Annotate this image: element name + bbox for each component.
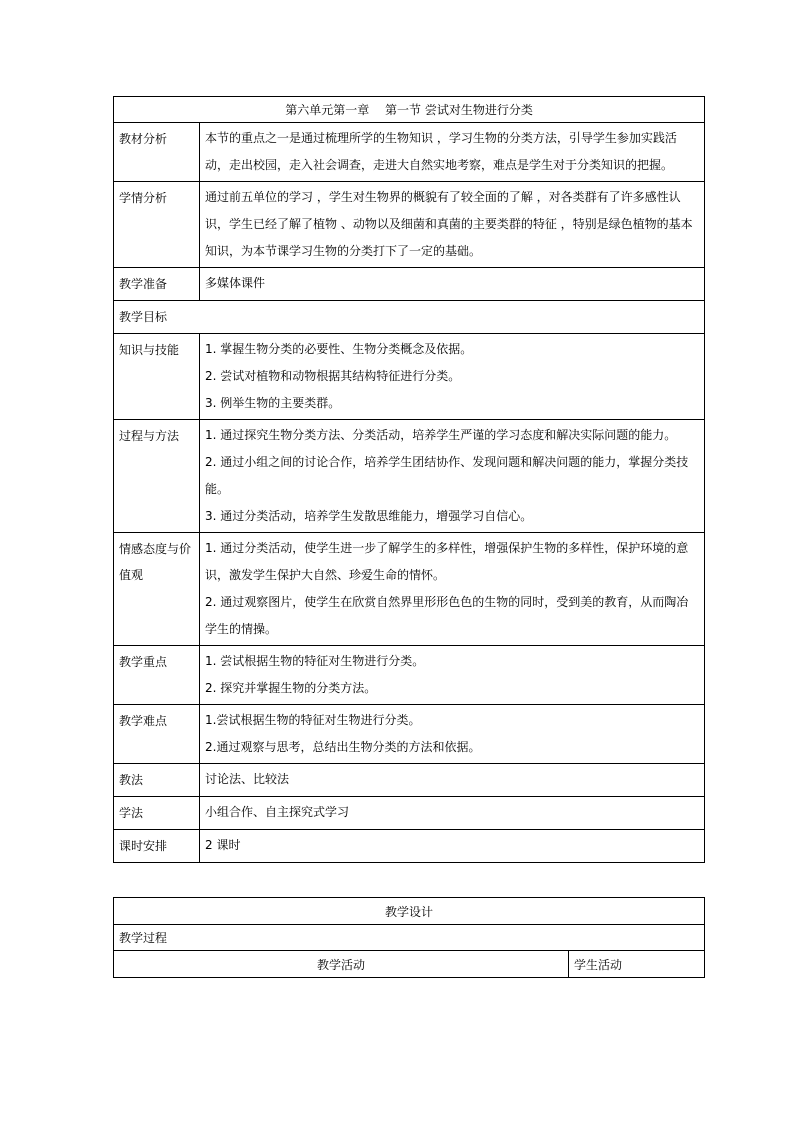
table-row (114, 797, 705, 830)
table-row (114, 334, 705, 420)
row-content (200, 420, 705, 533)
content-line: 2.通过观察与思考，总结出生物分类的方法和依据。 (205, 740, 481, 754)
row-label: 知识与技能 (114, 334, 200, 420)
row-content (200, 182, 705, 268)
row-content (200, 268, 705, 301)
row-content (200, 830, 705, 863)
row-label: 课时安排 (114, 830, 200, 863)
lesson-plan-table (113, 96, 705, 863)
content-line: 2. 通过小组之间的讨论合作，培养学生团结协作、发现问题和解决问题的能力，掌握分类技能。 (205, 455, 689, 496)
table-title-row (114, 97, 705, 123)
row-content (200, 123, 705, 182)
content-line: 3. 通过分类活动，培养学生发散思维能力，增强学习自信心。 (205, 509, 533, 523)
row-content (200, 334, 705, 420)
row-label: 过程与方法 (114, 420, 200, 533)
design-title-row (114, 898, 705, 925)
content-line: 2. 尝试对植物和动物根据其结构特征进行分类。 (205, 369, 461, 383)
row-content (200, 797, 705, 830)
table-row (114, 182, 705, 268)
table-row (114, 830, 705, 863)
row-content (200, 533, 705, 646)
lesson-title: 第六单元第一章 第一节 尝试对生物进行分类 (114, 97, 705, 123)
content-line: 1. 掌握生物分类的必要性、生物分类概念及依据。 (205, 342, 473, 356)
table-row (114, 533, 705, 646)
goals-header: 教学目标 (114, 301, 705, 334)
row-label: 教法 (114, 764, 200, 797)
goals-header-row (114, 301, 705, 334)
row-content (200, 705, 705, 764)
content-line: 1. 通过探究生物分类方法、分类活动，培养学生严谨的学习态度和解决实际问题的能力。 (205, 428, 677, 442)
row-label: 情感态度与价值观 (114, 533, 200, 646)
row-label: 教学重点 (114, 646, 200, 705)
design-title: 教学设计 (114, 898, 705, 925)
content-line: 通过前五单位的学习 ，学生对生物界的概貌有了较全面的了解 ，对各类群有了许多感性认识，学生已经了解了植物 、动物以及细菌和真菌的主要类群的特征 ，特别是绿色植物的基本知识，为本节课学习生物的分类打下了一定的基础。 (205, 190, 693, 258)
table-row (114, 123, 705, 182)
content-line: 讨论法、比较法 (205, 772, 290, 786)
table-row (114, 705, 705, 764)
process-label: 教学过程 (114, 925, 705, 951)
row-label: 教学难点 (114, 705, 200, 764)
table-row (114, 268, 705, 301)
content-line: 1.尝试根据生物的特征对生物进行分类。 (205, 713, 421, 727)
student-activity-header: 学生活动 (569, 951, 705, 978)
row-label: 学法 (114, 797, 200, 830)
row-label: 学情分析 (114, 182, 200, 268)
row-label: 教材分析 (114, 123, 200, 182)
content-line: 3. 例举生物的主要类群。 (205, 396, 341, 410)
table-row (114, 764, 705, 797)
teaching-design-table (113, 897, 705, 978)
row-content (200, 764, 705, 797)
table-row (114, 420, 705, 533)
row-content (200, 646, 705, 705)
table-row (114, 646, 705, 705)
content-line: 2. 探究并掌握生物的分类方法。 (205, 681, 377, 695)
content-line: 2. 通过观察图片，使学生在欣赏自然界里形形色色的生物的同时，受到美的教育，从而陶冶学生的情操。 (205, 595, 689, 636)
content-line: 1. 通过分类活动，使学生进一步了解学生的多样性，增强保护生物的多样性，保护环境的意识，激发学生保护大自然、珍爱生命的情怀。 (205, 541, 689, 582)
content-line: 1. 尝试根据生物的特征对生物进行分类。 (205, 654, 425, 668)
teacher-activity-header: 教学活动 (114, 951, 569, 978)
row-label: 教学准备 (114, 268, 200, 301)
content-line: 小组合作、自主探究式学习 (205, 805, 350, 819)
content-line: 本节的重点之一是通过梳理所学的生物知识 ，学习生物的分类方法，引导学生参加实践活动，走出校园，走入社会调查，走进大自然实地考察，难点是学生对于分类知识的把握。 (205, 131, 677, 172)
content-line: 2 课时 (205, 838, 241, 852)
content-line: 多媒体课件 (205, 276, 266, 290)
process-row (114, 925, 705, 951)
activity-header-row (114, 951, 705, 978)
